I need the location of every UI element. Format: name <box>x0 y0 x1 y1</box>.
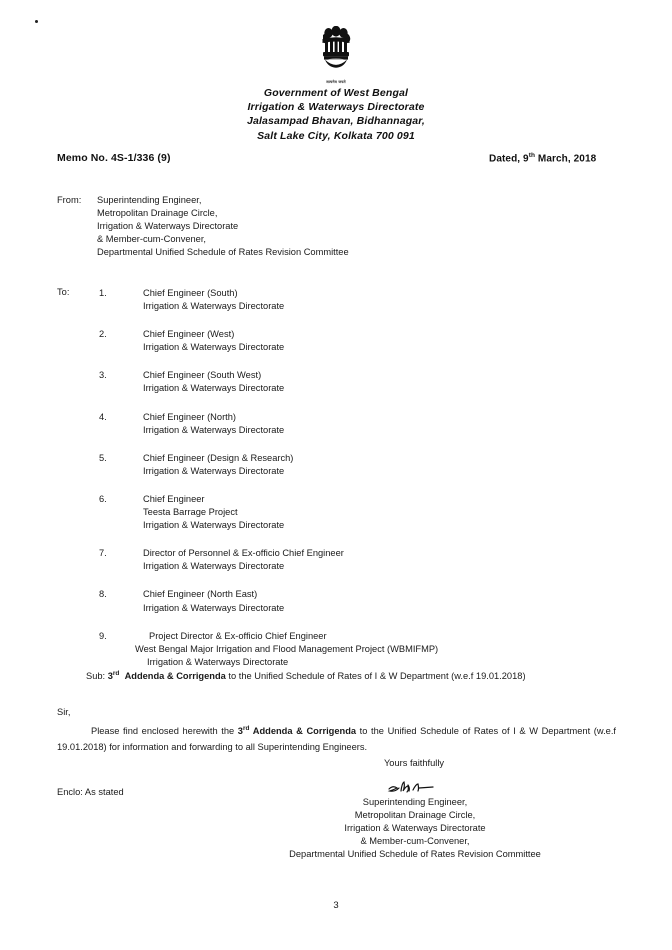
memo-header-row <box>0 152 672 168</box>
recipient-number: 9. <box>99 630 107 641</box>
letterhead-line-4: Salt Lake City, Kolkata 700 091 <box>257 129 415 142</box>
letterhead-line-2: Irrigation & Waterways Directorate <box>247 101 425 114</box>
recipient-number: 8. <box>99 589 107 600</box>
letterhead <box>0 86 672 143</box>
from-line: Irrigation & Waterways Directorate <box>97 221 239 232</box>
from-line: & Member-cum-Convener, <box>97 234 207 245</box>
recipient-line: Irrigation & Waterways Directorate <box>147 656 289 667</box>
recipient-number: 1. <box>99 288 107 298</box>
body-text-before: Please find enclosed herewith the <box>91 726 238 737</box>
recipient-line: Irrigation & Waterways Directorate <box>143 424 285 435</box>
subject-label: Sub: <box>86 671 108 682</box>
recipient-line: Chief Engineer (North) <box>143 411 237 422</box>
list-item <box>99 287 617 313</box>
from-address-lines <box>97 194 349 259</box>
signature-icon <box>385 779 445 795</box>
subject-bold-title: Addenda & Corrigenda <box>124 671 226 682</box>
recipient-line: Chief Engineer (West) <box>143 329 235 340</box>
recipient-line: Irrigation & Waterways Directorate <box>143 465 285 476</box>
list-item <box>99 547 617 573</box>
recipient-number: 3. <box>99 370 107 381</box>
memo-number: Memo No. 4S-1/336 (9) <box>57 152 171 164</box>
body-text-after: to the Unified Schedule of Rates of I & W Department (w.e.f 19.01.2018) for information and forwarding to all Superintending Engineers. <box>57 726 616 752</box>
list-item <box>99 328 617 354</box>
recipient-line: Irrigation & Waterways Directorate <box>143 301 285 312</box>
list-item <box>99 493 617 532</box>
recipient-line: Chief Engineer (South) <box>143 288 238 298</box>
from-line: Metropolitan Drainage Circle, <box>97 208 218 219</box>
recipient-line: Chief Engineer (North East) <box>143 589 258 600</box>
ashoka-lion-capital-icon <box>314 26 358 82</box>
recipient-number: 6. <box>99 493 107 504</box>
recipient-number: 7. <box>99 548 107 559</box>
subject-ordinal-number: 3 <box>107 671 113 682</box>
signatory-line: Irrigation & Waterways Directorate <box>344 823 486 834</box>
from-line: Superintending Engineer, <box>97 195 202 205</box>
to-label: To: <box>57 287 70 297</box>
recipient-line: Chief Engineer (South West) <box>143 370 262 381</box>
list-item <box>99 369 617 395</box>
list-item <box>99 630 617 669</box>
emblem-motto-text: सत्यमेव जयते <box>326 80 346 84</box>
recipient-line: Irrigation & Waterways Directorate <box>143 602 285 613</box>
recipient-line: West Bengal Major Irrigation and Flood Management Project (WBMIFMP) <box>135 643 439 654</box>
letterhead-line-3: Jalasampad Bhavan, Bidhannagar, <box>247 115 425 128</box>
recipient-line: Chief Engineer (Design & Research) <box>143 452 294 463</box>
recipient-line: Irrigation & Waterways Directorate <box>143 520 285 531</box>
from-block <box>57 194 349 259</box>
national-emblem-block <box>0 26 672 88</box>
recipient-line: Director of Personnel & Ex-officio Chief Engineer <box>143 548 344 559</box>
recipient-line: Irrigation & Waterways Directorate <box>143 342 285 353</box>
page-number: 3 <box>333 900 339 911</box>
to-block <box>57 287 617 684</box>
recipient-line: Project Director & Ex-officio Chief Engineer <box>149 630 327 641</box>
salutation: Sir, <box>57 707 71 717</box>
signatory-line: Departmental Unified Schedule of Rates Revision Committee <box>289 849 541 860</box>
subject-ordinal-suffix: rd <box>112 670 120 677</box>
body-paragraph <box>57 721 616 755</box>
signatory-line: Superintending Engineer, <box>362 797 468 807</box>
signatory-line: & Member-cum-Convener, <box>360 836 470 847</box>
memo-date-prefix: Dated, 9 <box>489 153 529 165</box>
recipient-line: Chief Engineer <box>143 493 205 504</box>
memo-date-ordinal: th <box>528 152 536 159</box>
list-item <box>99 588 617 614</box>
memo-date <box>489 152 596 164</box>
recipient-line: Irrigation & Waterways Directorate <box>143 561 285 572</box>
signatory-block <box>0 796 672 861</box>
from-label: From: <box>57 195 82 205</box>
subject-line <box>86 667 526 683</box>
body-ordinal-number: 3 <box>237 726 243 737</box>
from-line: Departmental Unified Schedule of Rates Revision Committee <box>97 247 349 258</box>
recipient-list <box>99 287 617 669</box>
recipient-number: 4. <box>99 411 107 422</box>
list-item <box>99 411 617 437</box>
enclosure-note: Enclo: As stated <box>57 787 124 797</box>
memo-date-suffix: March, 2018 <box>535 153 597 165</box>
body-bold-title: Addenda & Corrigenda <box>249 726 357 737</box>
subject-rest: to the Unified Schedule of Rates of I & W Department (w.e.f 19.01.2018) <box>225 671 526 682</box>
recipient-line: Irrigation & Waterways Directorate <box>143 383 285 394</box>
scan-artifact-speck <box>35 20 38 23</box>
list-item <box>99 452 617 478</box>
handwritten-signature <box>0 779 672 793</box>
signatory-line: Metropolitan Drainage Circle, <box>354 810 476 821</box>
yours-faithfully: Yours faithfully <box>383 758 445 768</box>
recipient-line: Teesta Barrage Project <box>143 507 238 518</box>
recipient-number: 2. <box>99 329 107 340</box>
letterhead-line-1: Government of West Bengal <box>263 87 409 99</box>
body-ordinal-suffix: rd <box>242 725 250 732</box>
recipient-number: 5. <box>99 452 107 463</box>
